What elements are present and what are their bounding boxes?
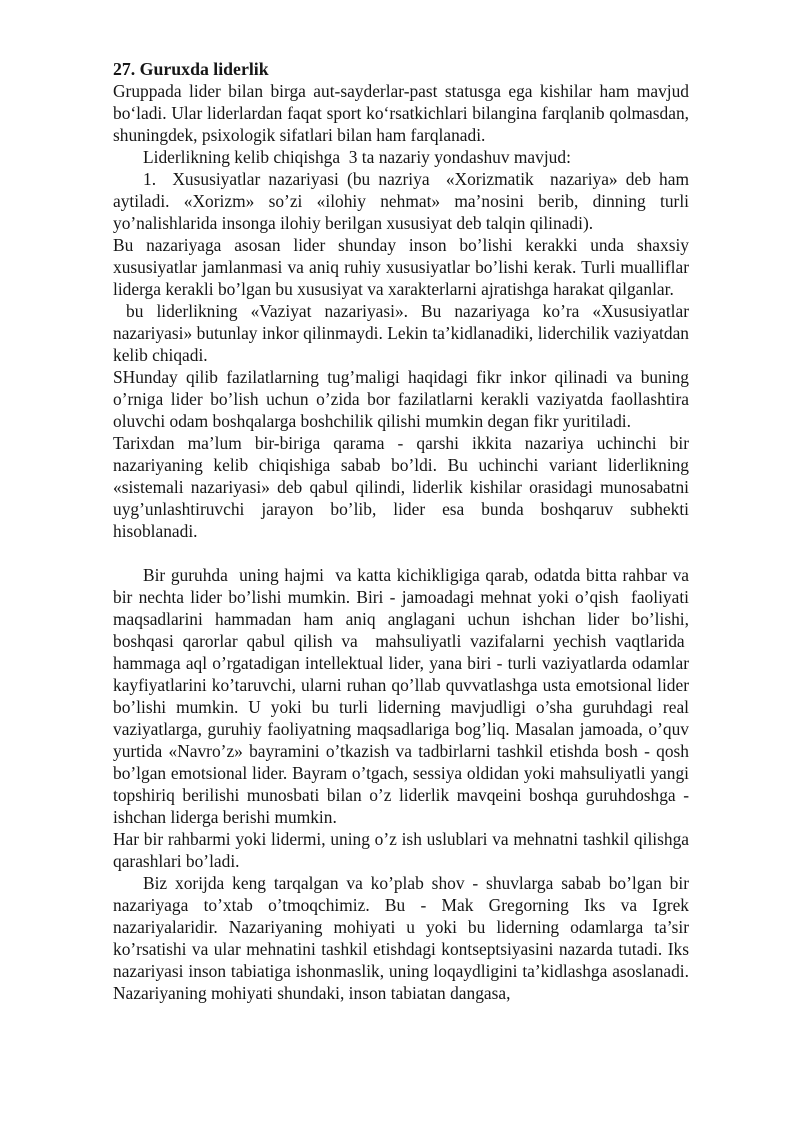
paragraph-theory-3: Tarixdan ma’lum bir-biriga qarama - qarshi ikkita nazariya uchinchi bir nazariyaning kelib chiqishiga sabab bo’ldi. Bu uchinchi variant liderlikning «sistemali nazariyasi» deb qabul qilindi, liderlik kishilar orasidagi munosabatni uyg’unlashtiruvchi jarayon bo’lib, lider esa bunda boshqaruv subhekti hisoblanadi.: [113, 433, 689, 541]
paragraph-mcgregor-theory: Biz xorijda keng tarqalgan va ko’plab shov - shuvlarga sabab bo’lgan bir nazariyaga to’xtab o’tmoqchimiz. Bu - Mak Gregorning Iks va Igrek nazariyalaridir. Nazariyaning mohiyati u yoki bu liderning odamlarga ta’sir ko’rsatishi va ular mehnatini tashkil etishdagi kontseptsiyasini nazarda tutadi. Iks nazariyasi inson tabiatiga ishonmaslik, uning loqaydligini ta’kidlashga asoslanadi. Nazariyaning mohiyati shundaki, inson tabiatan dangasa,: [113, 873, 689, 1003]
paragraph-theory-1: 1. Xususiyatlar nazariyasi (bu nazriya «Xorizmatik nazariya» deb ham aytiladi. «Xorizm» so’zi «ilohiy nehmat» ma’nosini berib, dinning turli yo’nalishlarida insonga ilohiy berilgan xususiyat deb talqin qilinadi).: [113, 169, 689, 233]
document-title: 27. Guruxda liderlik: [113, 59, 269, 79]
paragraph-group-leaders: Bir guruhda uning hajmi va katta kichikligiga qarab, odatda bitta rahbar va bir nechta lider bo’lishi mumkin. Biri - jamoadagi mehnat yoki o’qish faoliyati maqsadlarini hammadan ham aniq anglagani uchun ishchan lider bo’lishi, boshqasi qarorlar qabul qilish va mahsuliyatli vazifalarni yechish vaqtlarida hammaga aql o’rgatadigan intellektual lider, yana biri - turli vaziyatlarda odamlar kayfiyatlarini ko’taruvchi, ularni ruhan qo’llab quvvatlashga usta emotsional lider bo’lishi mumkin. U yoki bu turli liderning mavjudligi o’sha guruhdagi real vaziyatlarga, guruhiy faoliyatning maqsadlariga bog’liq. Masalan jamoada, o’quv yurtida «Navro’z» bayramini o’tkazish va tadbirlarni tashkil etishda bosh - qosh bo’lgan emotsional lider. Bayram o’tgach, sessiya oldidan yoki mahsuliyatli yangi topshiriq berilishi munosbati bilan o’z liderlik mavqeini boshqa guruhdoshga - ishchan liderga berishi mumkin.: [113, 565, 689, 827]
paragraph-leader-styles: Har bir rahbarmi yoki lidermi, uning o’z ish uslublari va mehnatni tashkil qilishga qarashlari bo’ladi.: [113, 829, 689, 871]
paragraph-intro: Gruppada lider bilan birga aut-sayderlar-past statusga ega kishilar ham mavjud boʻladi. Ular liderlardan faqat sport koʻrsatkichlari bilangina farqlanib qolmasdan, shuningdek, psixologik sifatlari bilan ham farqlanadi.: [113, 81, 689, 145]
paragraph-approaches-lead: Liderlikning kelib chiqishga 3 ta nazariy yondashuv mavjud:: [143, 147, 571, 167]
paragraph-theory-2-detail: SHunday qilib fazilatlarning tug’maligi haqidagi fikr inkor qilinadi va buning o’rniga lider bo’lish uchun o’zida bor fazilatlarni kerakli vaziyatda faollashtira oluvchi odam boshqalarga boshchilik qilishi mumkin degan fikr yuritiladi.: [113, 367, 689, 431]
paragraph-theory-2: bu liderlikning «Vaziyat nazariyasi». Bu nazariyaga ko’ra «Xususiyatlar nazariyasi» butunlay inkor qilinmaydi. Lekin ta’kidlanadiki, liderchilik vaziyatdan kelib chiqadi.: [113, 301, 689, 365]
paragraph-theory-1-detail: Bu nazariyaga asosan lider shunday inson bo’lishi kerakki unda shaxsiy xususiyatlar jamlanmasi va aniq ruhiy xususiyatlar bo’lishi kerak. Turli mualliflar liderga kerakli bo’lgan bu xususiyat va xarakterlarni ajratishga harakat qilganlar.: [113, 235, 689, 299]
